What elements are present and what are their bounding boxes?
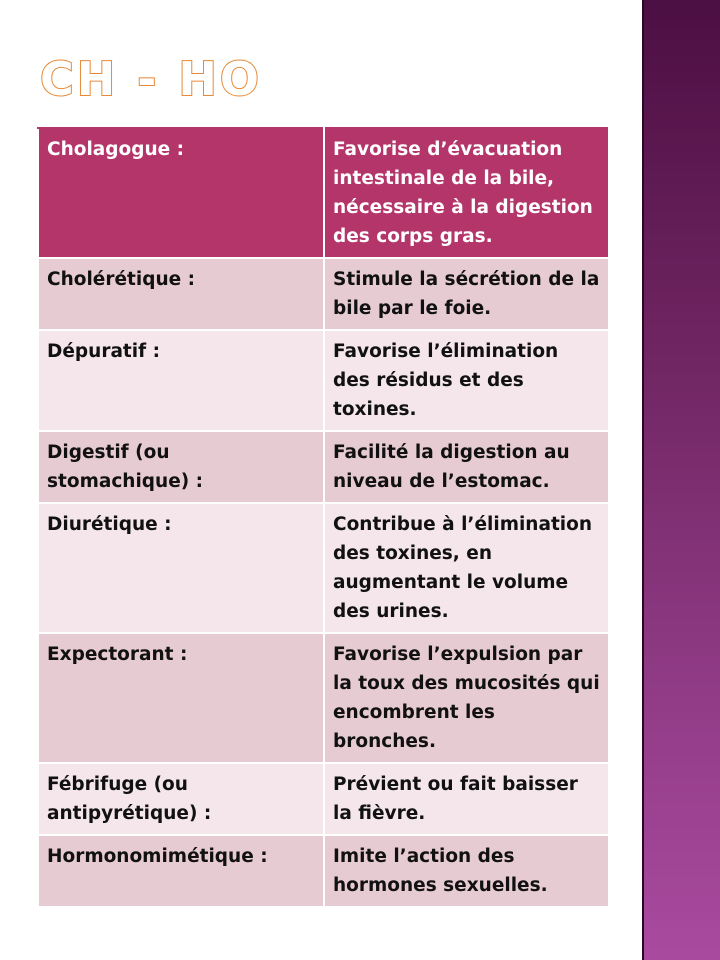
table-row [38,258,609,330]
definition-cell: Stimule la sécrétion de la bile par le foie. [324,258,609,330]
decorative-side-band [642,0,720,960]
term-cell: Diurétique : [38,503,324,633]
term-cell: Fébrifuge (ou antipyrétique) : [38,763,324,835]
table-row [38,835,609,907]
definition-cell: Facilité la digestion au niveau de l’estomac. [324,431,609,503]
table-row [38,330,609,431]
term-cell: Expectorant : [38,633,324,763]
table-row [38,763,609,835]
definition-cell: Contribue à l’élimination des toxines, en augmentant le volume des urines. [324,503,609,633]
definition-cell: Imite l’action des hormones sexuelles. [324,835,609,907]
term-cell: Dépuratif : [38,330,324,431]
table-row [38,503,609,633]
table-row [38,633,609,763]
definition-cell: Favorise d’évacuation intestinale de la bile, nécessaire à la digestion des corps gras. [324,128,609,258]
glossary-table [37,127,610,908]
term-cell: Digestif (ou stomachique) : [38,431,324,503]
slide-title: CH - HO [40,52,262,106]
definition-cell: Favorise l’expulsion par la toux des mucosités qui encombrent les bronches. [324,633,609,763]
definition-cell: Prévient ou fait baisser la fièvre. [324,763,609,835]
glossary-table-container [37,127,608,908]
definition-cell: Favorise l’élimination des résidus et des toxines. [324,330,609,431]
term-cell: Cholérétique : [38,258,324,330]
table-row [38,431,609,503]
term-cell: Hormonomimétique : [38,835,324,907]
term-cell: Cholagogue : [38,128,324,258]
table-header-row [38,128,609,258]
